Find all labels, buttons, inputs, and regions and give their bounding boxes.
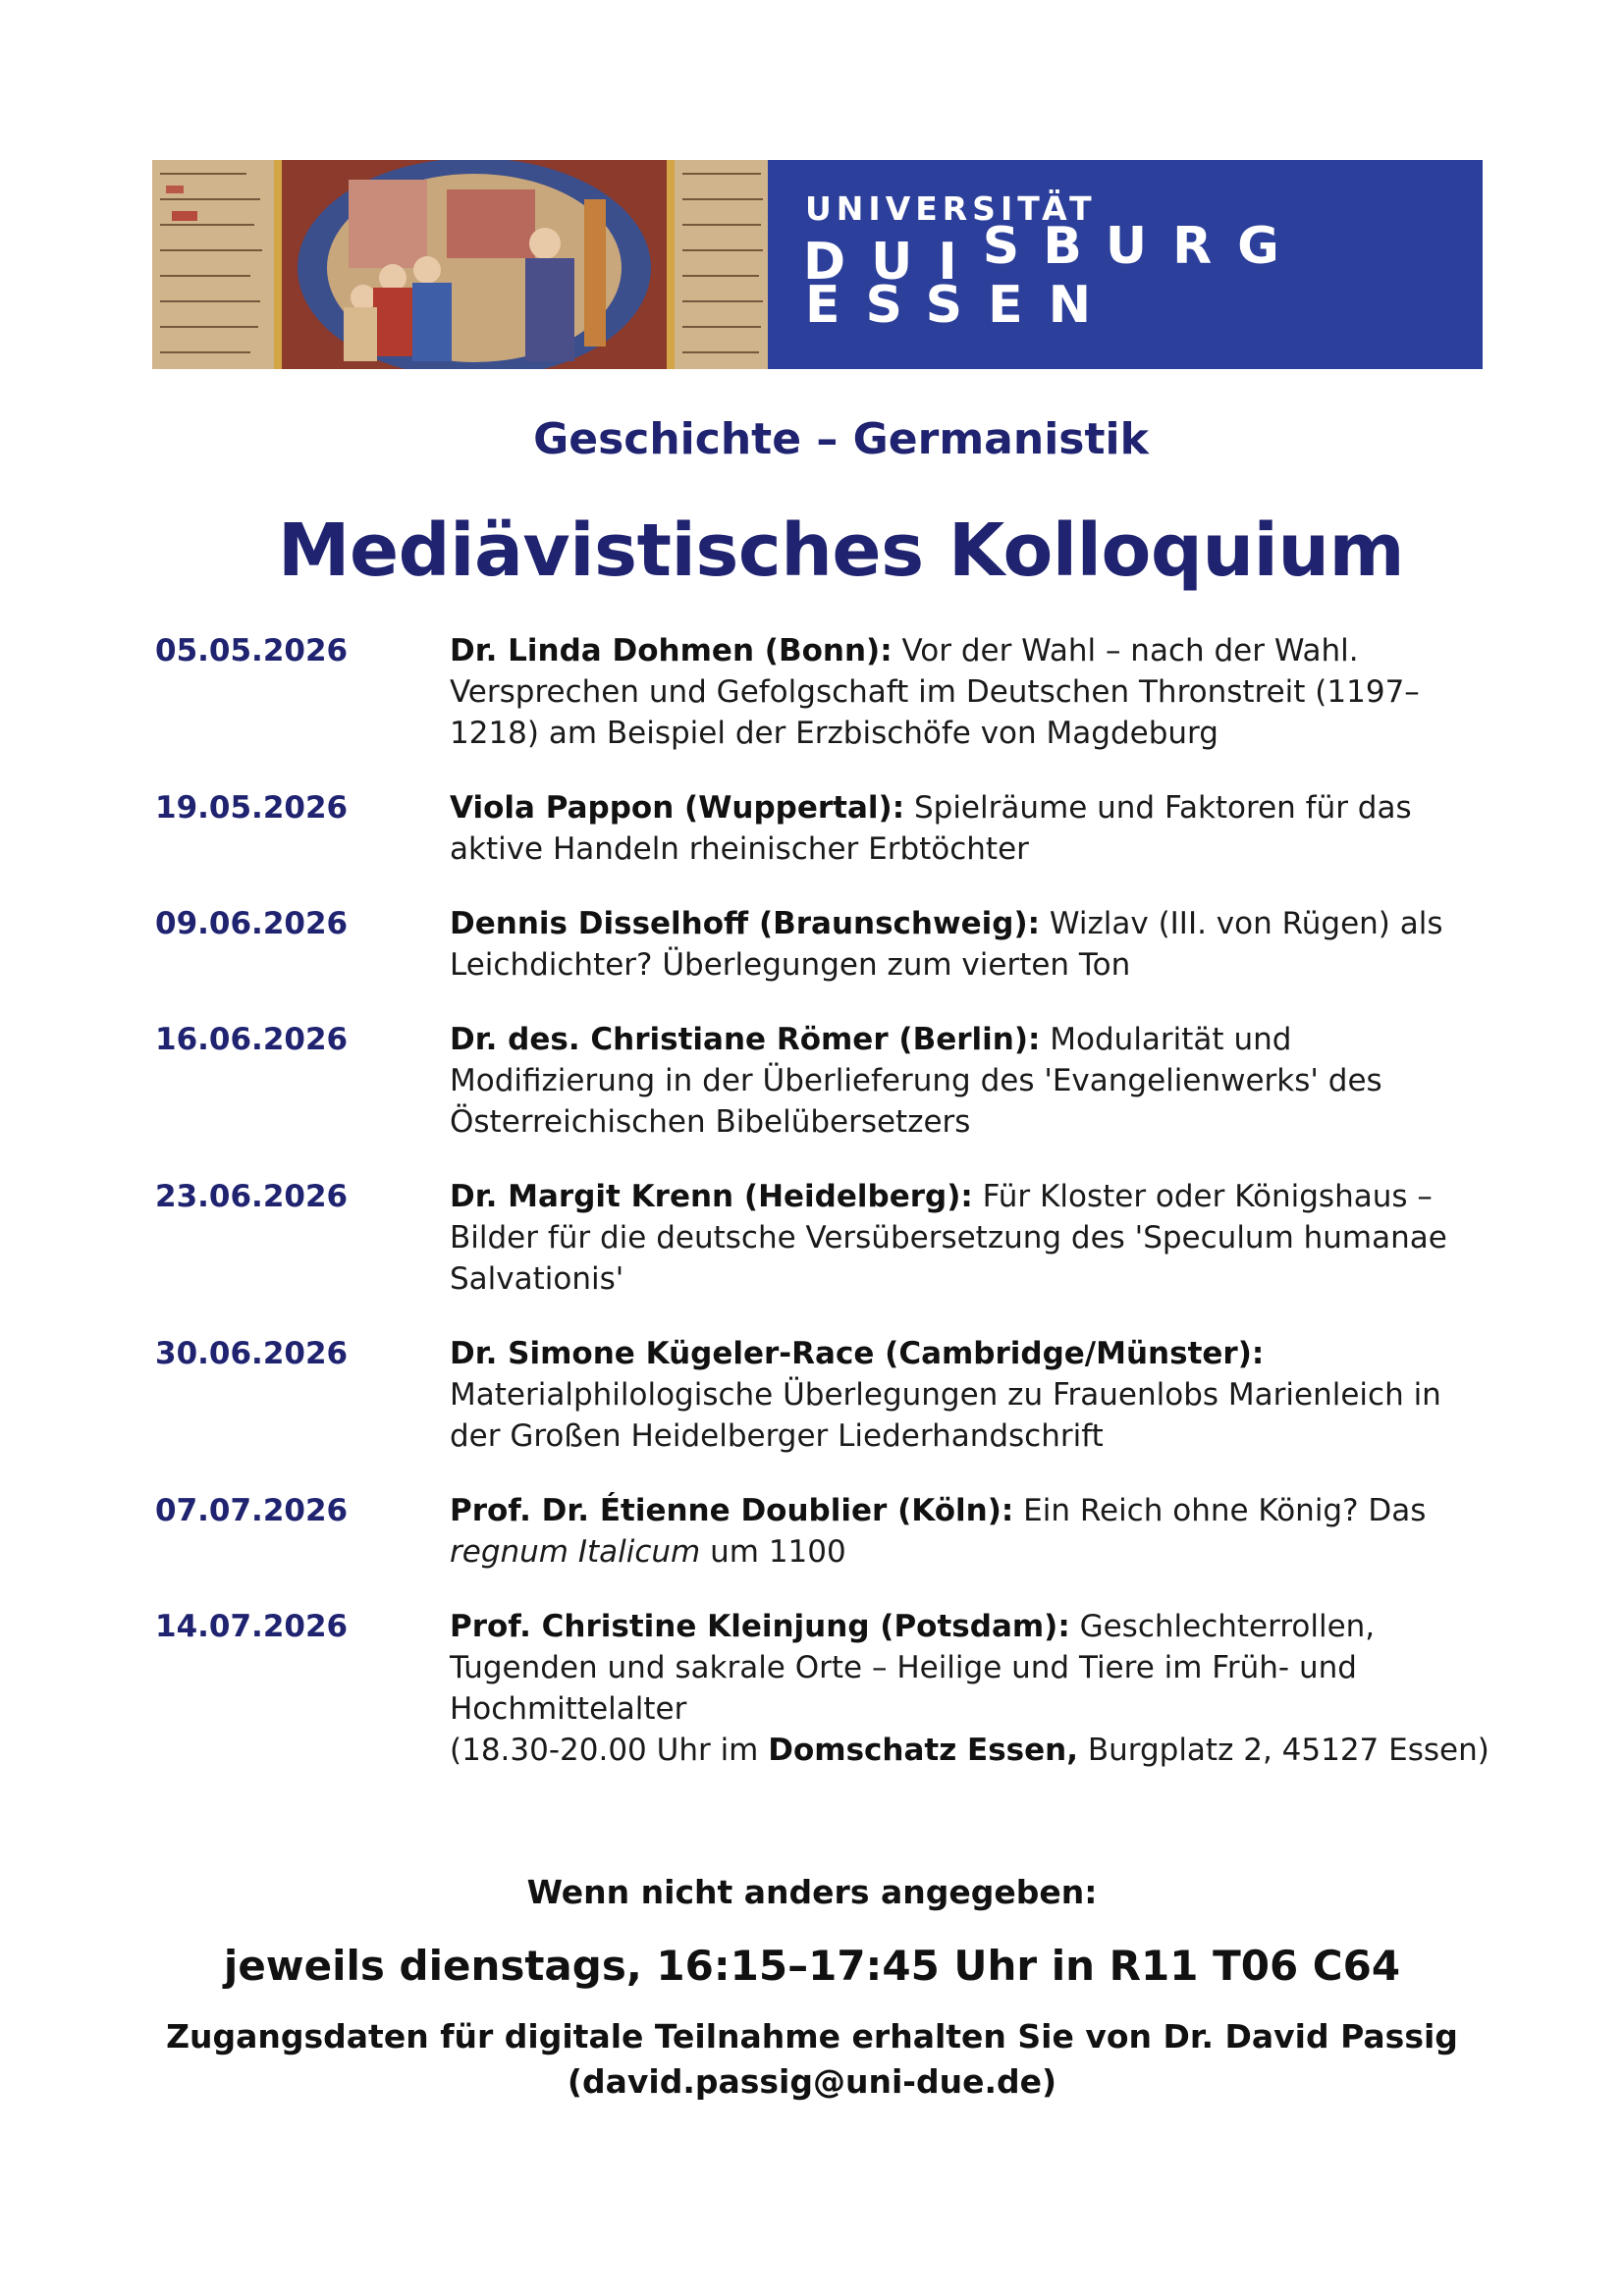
university-word: UNIVERSITÄT (805, 189, 1097, 228)
university-logo (768, 160, 1483, 369)
subtitle: Geschichte – Germanistik (533, 414, 1149, 464)
access-line-1: Zugangsdaten für digitale Teilnahme erhalten Sie von Dr. David Passig (166, 2017, 1458, 2056)
event-topic: Vor der Wahl – nach der Wahl. Versprechen und Gefolgschaft im Deutschen Thronstreit (1197–1218) am Beispiel der Erzbischöfe von Magdeburg (450, 633, 1420, 751)
footer-time: jeweils dienstags, 16:15–17:45 Uhr in R11 T06 C64 (223, 1942, 1401, 1990)
event-item (155, 787, 1490, 870)
event-topic: Materialphilologische Überlegungen zu Frauenlobs Marienleich in der Großen Heidelberger Liederhandschrift (450, 1377, 1441, 1454)
event-speaker: Dr. Simone Kügeler-Race (Cambridge/Münster): (450, 1336, 1265, 1371)
event-topic: Für Kloster oder Königshaus – Bilder für die deutsche Versübersetzung des 'Speculum humanae Salvationis' (450, 1179, 1447, 1297)
event-topic-before: Ein Reich ohne König? Das (1013, 1493, 1427, 1528)
event-speaker: Dennis Disselhoff (Braunschweig): (450, 906, 1041, 941)
access-email: (david.passig@uni-due.de) (567, 2062, 1057, 2101)
event-item (155, 1490, 1490, 1573)
event-venue-after: Burgplatz 2, 45127 Essen) (1078, 1733, 1489, 1768)
event-date: 05.05.2026 (155, 633, 349, 668)
event-date: 16.06.2026 (155, 1022, 349, 1057)
event-topic: Spielräume und Faktoren für das aktive Handeln rheinischer Erbtöchter (450, 790, 1412, 867)
event-speaker: Viola Pappon (Wuppertal): (450, 790, 905, 826)
event-venue-before: (18.30-20.00 Uhr im (450, 1733, 769, 1768)
event-description (450, 1019, 1490, 1143)
event-list (155, 630, 1490, 1771)
page-title: Mediävistisches Kolloquium (277, 508, 1405, 593)
event-date: 30.06.2026 (155, 1336, 349, 1371)
manuscript-illustration (152, 160, 768, 369)
event-description (450, 903, 1490, 986)
event-topic-italic: regnum Italicum (450, 1534, 701, 1570)
event-item (155, 1333, 1490, 1457)
event-item (155, 1176, 1490, 1300)
event-description (450, 1333, 1490, 1457)
event-date: 09.06.2026 (155, 906, 349, 941)
event-venue-name: Domschatz Essen, (768, 1733, 1078, 1768)
event-topic: Wizlav (III. von Rügen) als Leichdichter? Überlegungen zum vierten Ton (450, 906, 1443, 983)
event-description (450, 630, 1490, 754)
event-item (155, 1019, 1490, 1143)
event-item (155, 903, 1490, 986)
university-name-duisburg: D U I S B U R G (803, 217, 1279, 292)
event-date: 19.05.2026 (155, 790, 349, 826)
event-item (155, 630, 1490, 754)
event-topic: Modularität und Modifizierung in der Überlieferung des 'Evangelienwerks' des Österreichischen Bibelübersetzers (450, 1022, 1382, 1140)
event-description (450, 1490, 1490, 1573)
header-banner (152, 160, 1483, 369)
event-topic-after: um 1100 (700, 1534, 846, 1570)
university-name-essen: ESSEN (805, 276, 1117, 335)
event-item (155, 1606, 1490, 1771)
event-speaker: Dr. Linda Dohmen (Bonn): (450, 633, 893, 668)
event-speaker: Dr. des. Christiane Römer (Berlin): (450, 1022, 1041, 1057)
event-description (450, 1176, 1490, 1300)
event-description (450, 1606, 1490, 1771)
event-topic: Geschlechterrollen, Tugenden und sakrale Orte – Heilige und Tiere im Früh- und Hochmittelalter (450, 1609, 1376, 1727)
event-venue (450, 1730, 1490, 1771)
footer-access (0, 2014, 1624, 2105)
event-date: 14.07.2026 (155, 1609, 349, 1644)
event-date: 07.07.2026 (155, 1493, 349, 1528)
footer-note: Wenn nicht anders angegeben: (526, 1873, 1098, 1911)
event-speaker: Dr. Margit Krenn (Heidelberg): (450, 1179, 973, 1214)
event-speaker: Prof. Christine Kleinjung (Potsdam): (450, 1609, 1070, 1644)
event-description (450, 787, 1490, 870)
event-speaker: Prof. Dr. Étienne Doublier (Köln): (450, 1493, 1014, 1528)
event-date: 23.06.2026 (155, 1179, 349, 1214)
